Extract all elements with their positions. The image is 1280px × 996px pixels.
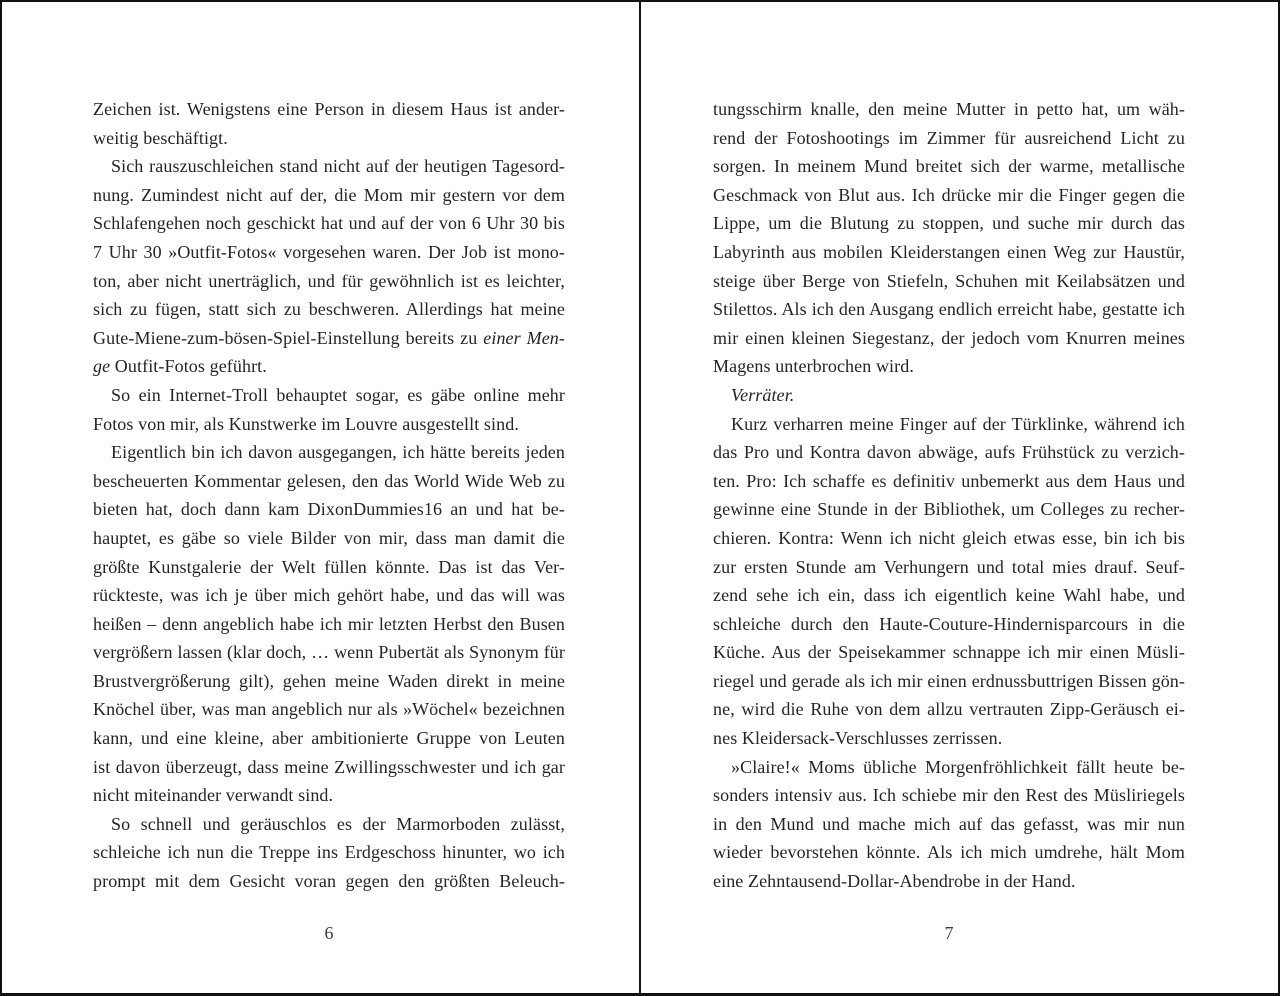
text-line [93, 95, 565, 124]
text-line [93, 152, 565, 181]
page-left-text [93, 95, 565, 896]
text-segment: zur ersten Stunde am Verhungern und total mies drauf. Seuf- [713, 556, 1185, 577]
text-line [93, 438, 565, 467]
text-segment: gewinne eine Stunde in der Bibliothek, um Colleges zu recher- [713, 499, 1185, 520]
text-line [93, 209, 565, 238]
text-segment: Zeichen ist. Wenigstens eine Person in diesem Haus ist ander- [93, 99, 565, 119]
text-segment: So schnell und geräuschlos es der Marmorboden zulässt, [111, 813, 565, 834]
italic-text: einer Men- [483, 327, 565, 348]
text-line [93, 410, 565, 439]
text-segment: schleiche ich nun die Treppe ins Erdgeschoss hinunter, wo ich [93, 842, 565, 863]
text-segment: schleiche durch den Haute-Couture-Hindernisparcours in die [713, 613, 1185, 634]
text-line [713, 124, 1185, 153]
text-line [713, 267, 1185, 296]
text-segment: wieder bevorstehen könnte. Als ich mich umdrehe, hält Mom [713, 842, 1185, 863]
text-line [93, 295, 565, 324]
text-segment: sorgen. In meinem Mund breitet sich der warme, metallische [713, 156, 1185, 177]
text-line [93, 324, 565, 353]
text-line [93, 267, 565, 296]
text-segment: heißen – denn angeblich habe ich mir letzten Herbst den Busen [93, 613, 565, 634]
text-line [713, 438, 1185, 467]
text-line [713, 238, 1185, 267]
text-line [713, 581, 1185, 610]
text-line [713, 724, 1185, 753]
text-segment: eine Zehntausend-Dollar-Abendrobe in der Hand. [713, 871, 1076, 892]
text-segment: »Claire!« Moms übliche Morgenfröhlichkeit fällt heute be- [731, 756, 1185, 777]
text-line [713, 95, 1185, 124]
text-segment: rückteste, was ich je über mich gehört habe, und das will was [93, 585, 565, 606]
text-line [93, 638, 565, 667]
page-divider-line [639, 0, 641, 996]
text-segment: größte Kunstgalerie der Welt füllen könnte. Das ist das Ver- [93, 556, 565, 577]
text-line [93, 553, 565, 582]
text-segment: Labyrinth aus mobilen Kleiderstangen einen Weg zur Haustür, [713, 241, 1185, 262]
text-line [713, 209, 1185, 238]
text-segment: Lippe, um die Blutung zu stoppen, und suche mir durch das [713, 213, 1185, 234]
text-segment: ist davon überzeugt, dass meine Zwillingsschwester und ich gar [93, 756, 565, 777]
text-line [93, 867, 565, 896]
text-line [713, 324, 1185, 353]
text-line [93, 581, 565, 610]
text-line [93, 838, 565, 867]
text-segment: prompt mit dem Gesicht voran gegen den größten Beleuch- [93, 871, 565, 892]
text-segment: rend der Fotoshootings im Zimmer für ausreichend Licht zu [713, 127, 1185, 148]
text-segment: sonders intensiv aus. Ich schiebe mir den Rest des Müsliriegels [713, 785, 1185, 806]
text-segment: Kurz verharren meine Finger auf der Türklinke, während ich [731, 413, 1185, 434]
text-line [713, 810, 1185, 839]
text-line [93, 695, 565, 724]
text-line [713, 838, 1185, 867]
text-segment: Magens unterbrochen wird. [713, 356, 914, 377]
text-line [93, 724, 565, 753]
text-segment: das Pro und Kontra davon abwäge, aufs Frühstück zu verzich- [713, 442, 1185, 463]
text-line [93, 381, 565, 410]
text-line [713, 152, 1185, 181]
text-segment: Küche. Aus der Speisekammer schnappe ich mir einen Müsli- [713, 642, 1185, 663]
text-line [93, 610, 565, 639]
text-segment: Stilettos. Als ich den Ausgang endlich erreicht habe, gestatte ich [713, 299, 1185, 320]
text-segment: Geschmack von Blut aus. Ich drücke mir die Finger gegen die [713, 184, 1185, 205]
text-line [93, 524, 565, 553]
text-line [713, 467, 1185, 496]
text-line [713, 381, 1185, 410]
text-line [93, 352, 565, 381]
text-line [713, 553, 1185, 582]
text-segment: nung. Zumindest nicht auf der, die Mom mir gestern vor dem [93, 184, 565, 205]
page-number-left: 6 [324, 923, 334, 943]
text-line [713, 638, 1185, 667]
text-segment: Sich rauszuschleichen stand nicht auf der heutigen Tagesord- [111, 156, 565, 177]
page-number-right: 7 [944, 923, 954, 943]
text-segment: in den Mund und mache mich auf das gefasst, was mir nun [713, 813, 1185, 834]
text-line [93, 667, 565, 696]
text-line [93, 124, 565, 153]
text-segment: steige über Berge von Stiefeln, Schuhen mit Keilabsätzen und [713, 270, 1185, 291]
text-line [93, 467, 565, 496]
text-segment: nicht miteinander verwandt sind. [93, 785, 334, 806]
book-page-right [640, 0, 1280, 996]
text-line [713, 667, 1185, 696]
text-line [713, 181, 1185, 210]
text-line [93, 495, 565, 524]
text-line [93, 781, 565, 810]
text-segment: tungsschirm knalle, den meine Mutter in petto hat, um wäh- [713, 99, 1185, 119]
text-segment: bescheuerten Kommentar gelesen, den das World Wide Web zu [93, 470, 565, 491]
text-segment: Outfit-Fotos geführt. [110, 356, 267, 377]
text-segment: ne, wird die Ruhe von dem allzu vertrauten Zipp-Geräusch ei- [713, 699, 1185, 720]
text-segment: ton, aber nicht unerträglich, und für gewöhnlich ist es leichter, [93, 270, 565, 291]
text-line [713, 695, 1185, 724]
text-line [93, 753, 565, 782]
text-line [713, 495, 1185, 524]
text-segment: vergrößern lassen (klar doch, … wenn Pubertät als Synonym für [93, 642, 565, 663]
text-segment: Fotos von mir, als Kunstwerke im Louvre ausgestellt sind. [93, 413, 519, 434]
text-line [93, 238, 565, 267]
text-line [713, 753, 1185, 782]
text-segment: ten. Pro: Ich schaffe es definitiv unbemerkt aus dem Haus und [713, 470, 1185, 491]
text-segment: 7 Uhr 30 »Outfit-Fotos« vorgesehen waren. Der Job ist mono- [93, 241, 565, 262]
text-segment: So ein Internet-Troll behauptet sogar, es gäbe online mehr [111, 384, 565, 405]
text-segment: Knöchel über, was man angeblich nur als »Wöchel« bezeichnen [93, 699, 565, 720]
text-line [713, 352, 1185, 381]
text-segment: kann, und eine kleine, aber ambitionierte Gruppe von Leuten [93, 728, 565, 749]
text-line [93, 181, 565, 210]
text-segment: nes Kleidersack-Verschlusses zerrissen. [713, 728, 1003, 749]
text-segment: riegel und gerade als ich mir einen erdnussbuttrigen Bissen gön- [713, 670, 1185, 691]
text-segment: Brustvergrößerung gilt), gehen meine Waden direkt in meine [93, 670, 565, 691]
text-segment: mir einen kleinen Siegestanz, der jedoch vom Knurren meines [713, 327, 1185, 348]
text-line [713, 410, 1185, 439]
italic-text: ge [93, 356, 111, 377]
text-segment: sich zu fügen, statt sich zu beschweren. Allerdings hat meine [93, 299, 565, 320]
text-segment: Eigentlich bin ich davon ausgegangen, ich hätte bereits jeden [111, 442, 565, 463]
text-segment: weitig beschäftigt. [93, 127, 228, 148]
text-segment: chieren. Kontra: Wenn ich nicht gleich etwas esse, bin ich bis [713, 527, 1185, 548]
text-line [713, 610, 1185, 639]
italic-text: Verräter. [731, 384, 795, 405]
text-segment: Gute-Miene-zum-bösen-Spiel-Einstellung bereits zu [93, 327, 484, 348]
text-line [713, 781, 1185, 810]
text-segment: hauptet, es gäbe so viele Bilder von mir, dass man damit die [93, 527, 565, 548]
text-segment: zend sehe ich ein, dass ich eigentlich keine Wahl habe, und [713, 585, 1185, 606]
text-line [713, 524, 1185, 553]
text-line [93, 810, 565, 839]
text-line [713, 295, 1185, 324]
text-segment: Schlafengehen noch geschickt hat und auf der von 6 Uhr 30 bis [93, 213, 565, 234]
text-segment: bieten hat, doch dann kam DixonDummies16 an und hat be- [93, 499, 565, 520]
text-line [713, 867, 1185, 896]
page-right-text [713, 95, 1185, 896]
